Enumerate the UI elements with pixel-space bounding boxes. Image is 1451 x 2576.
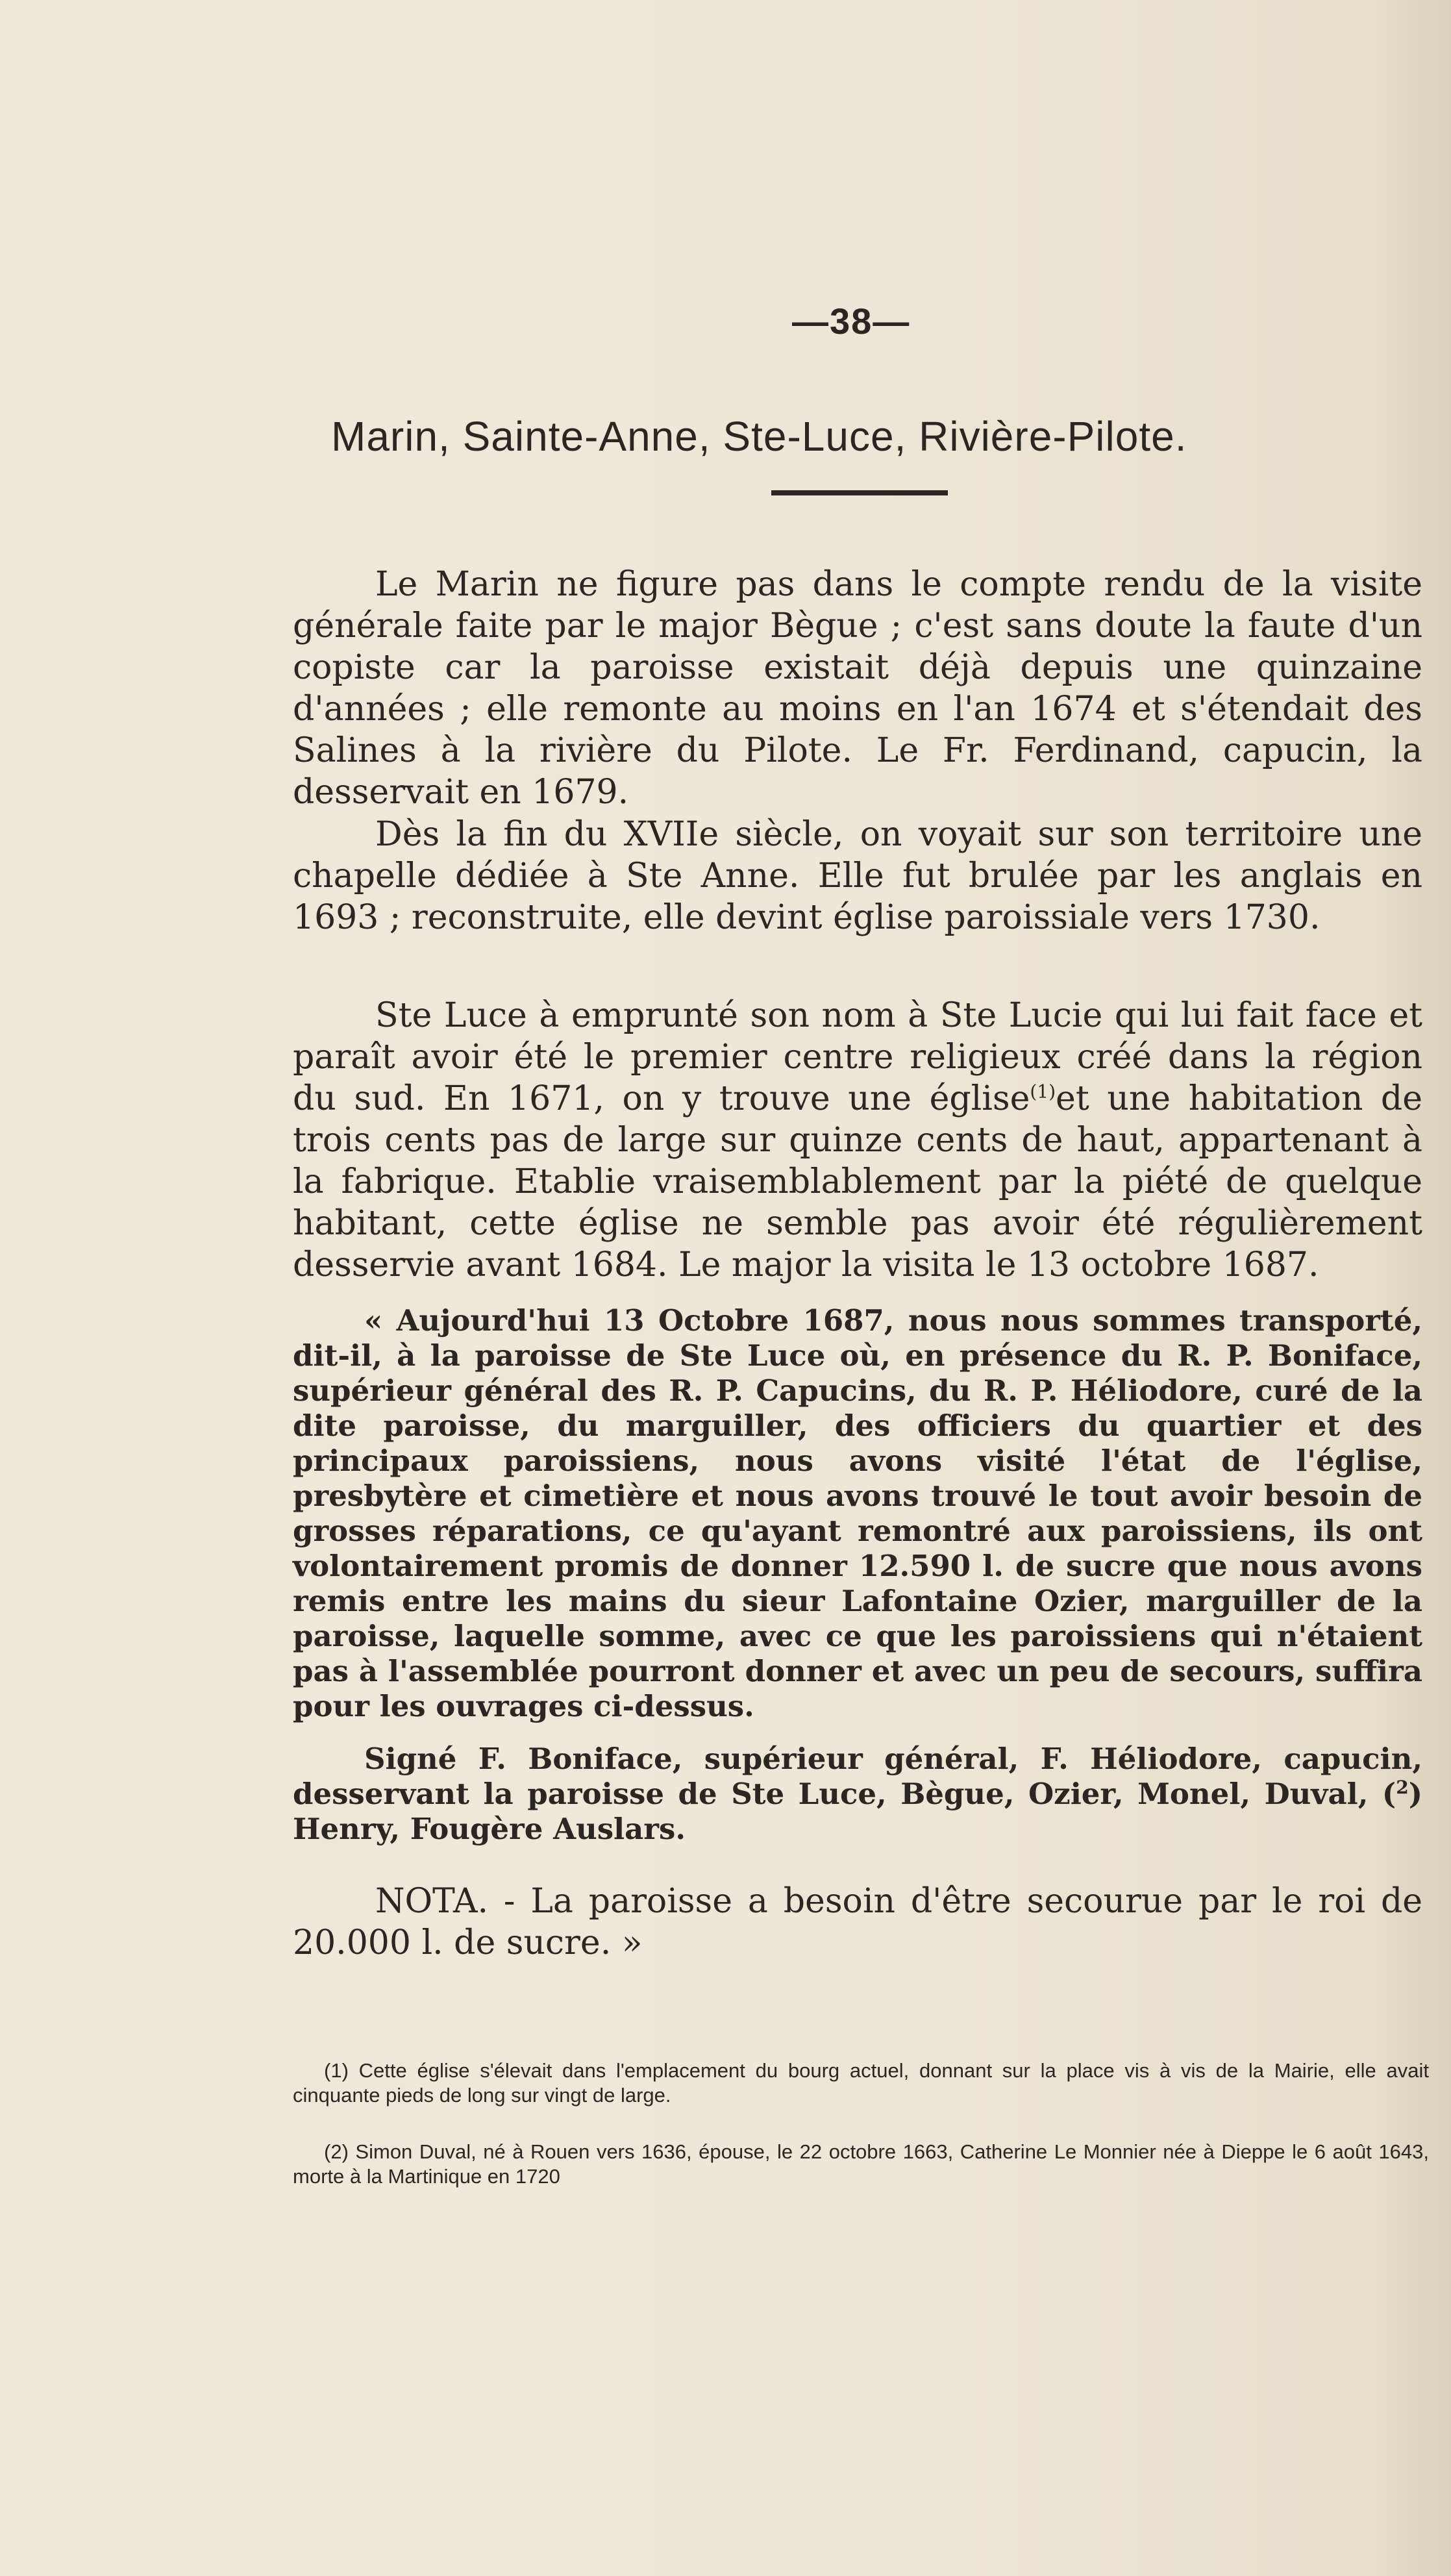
footnote-ref-1: (1) xyxy=(1030,1081,1056,1103)
paragraph-sainte-anne: Dès la fin du XVIIe siècle, on voyait sur son territoire une chapelle dédiée à Ste Anne. Elle fut brulée par les anglais en 1693 ; reconstruite, elle devint église paroissiale vers 1730. xyxy=(293,815,1422,937)
footnote-2: (2) Simon Duval, né à Rouen vers 1636, épouse, le 22 octobre 1663, Catherine Le Monnier née à Dieppe le 6 août 1643, morte à la Martinique en 1720 xyxy=(293,2140,1429,2188)
footnote-1: (1) Cette église s'élevait dans l'emplacement du bourg actuel, donnant sur la place vis à vis de la Mairie, elle avait cinquante pieds de long sur vingt de large. xyxy=(293,2059,1429,2107)
heading-underline xyxy=(771,490,948,495)
nota-paragraph: NOTA. - La paroisse a besoin d'être secourue par le roi de 20.000 l. de sucre. » xyxy=(293,1882,1422,1962)
paragraph-sainte-luce xyxy=(293,995,1422,1286)
page-number: —38— xyxy=(792,301,911,342)
quote-signatures xyxy=(293,1742,1422,1847)
quote-visit-report: « Aujourd'hui 13 Octobre 1687, nous nous sommes transporté, dit-il, à la paroisse de Ste Luce où, en présence du R. P. Boniface, supérieur général des R. P. Capucins, du R. P. Héliodore, curé de la dite paroisse, du marguiller, des officiers du quartier et des principaux paroissiens, nous avons visité l'état de l'église, presbytère et cimetière et nous avons trouvé le tout avoir besoin de grosses réparations, ce qu'ayant remontré aux paroissiens, ils ont volontairement promis de donner 12.590 l. de sucre que nous avons remis entre les mains du sieur Lafontaine Ozier, marguiller de la paroisse, laquelle somme, avec ce que les paroissiens qui n'étaient pas à l'assemblée pourront donner et avec un peu de secours, suffira pour les ouvrages ci-dessus. xyxy=(293,1303,1422,1723)
section-heading: Marin, Sainte-Anne, Ste-Luce, Rivière-Pilote. xyxy=(331,413,1187,460)
signatures-text-start: Signé F. Boniface, supérieur général, F. Héliodore, capucin, desservant la paroisse de Ste Luce, Bègue, Ozier, Monel, Duval, ( xyxy=(293,1742,1422,1811)
footnote-ref-2: 2 xyxy=(1396,1777,1409,1798)
paragraph-sainte-luce-text-start: Ste Luce à emprunté son nom à Ste Lucie qui lui fait face et paraît avoir été le premier centre religieux créé dans la région du sud. En 1671, on y trouve une église xyxy=(293,996,1422,1118)
paragraph-marin: Le Marin ne figure pas dans le compte rendu de la visite générale faite par le major Bègue ; c'est sans doute la faute d'un copiste car la paroisse existait déjà depuis une quinzaine d'années ; elle remonte au moins en l'an 1674 et s'étendait des Salines à la rivière du Pilote. Le Fr. Ferdinand, capucin, la desservait en 1679. xyxy=(293,565,1422,812)
signatures-text-end: ) Henry, Fougère Auslars. xyxy=(293,1777,1422,1846)
paragraph-sainte-luce-text-end: et une habitation de trois cents pas de large sur quinze cents de haut, appartenant à la fabrique. Etablie vraisemblablement par la piété de quelque habitant, cette église ne semble pas avoir été régulièrement desservie avant 1684. Le major la visita le 13 octobre 1687. xyxy=(293,1079,1422,1284)
